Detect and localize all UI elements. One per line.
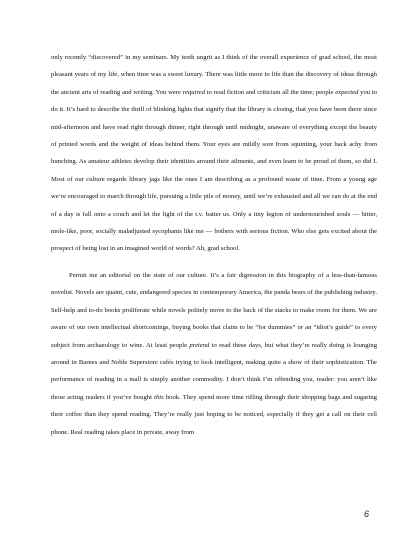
paragraph-1: [51, 49, 377, 258]
paragraph-1-emphasis-expected: expected: [335, 88, 359, 96]
paragraph-1-segment-2: to read fiction and criticism all the time; people: [205, 88, 336, 96]
paragraph-2-segment-4: book. They spend more time rifling through their shopping bags and sugaring their coffee than they spend reading. They’re really just hoping to be noticed, especially if they get a call on their cell phone. Real reading takes place in private, away from: [51, 393, 377, 436]
paragraph-2-emphasis-pretend: pretend: [189, 341, 210, 349]
paragraph-2-segment-2: to read these days, but what they’re really doing is lounging around in Barnes and Noble Superstore cafés trying to look intelligent, making quite a show of their sophistication. The performance of reading in a mall is simply another commodity. I don’t think I’m offending you, reader: you aren’t like those acting readers if you’ve bought: [51, 341, 378, 401]
page-number: 6: [363, 509, 369, 519]
paragraph-1-emphasis-required: required: [182, 88, 206, 96]
body-text-block-1: [51, 49, 377, 258]
paragraph-2-emphasis-this: this: [154, 393, 164, 401]
paragraph-1-segment-4: you to do it. It’s hard to describe the thrill of blinking lights that signify that the library is closing, that you have been there since mid-afternoon and have read right through dinner, right through until midnight, unaware of everything except the beauty of printed words and the weight of ideas behind them. Your eyes are mildly sore from squinting, your back achy from hunching. As amateur athletes develop their identities around their ailments, and even learn to be proud of them, so did I. Most of our culture regards library jags like the ones I am describing as a profound waste of time. From a young age we’re encouraged to march through life, pursuing a little pile of money, until we’re exhausted and all we can do at the end of a day is fall onto a couch and let the light of the t.v. batter us. Only a tiny legion of undernourished souls — bitter, mole-like, poor, socially maladjusted sycophants like me — bothers with serious fiction. Who else gets excited about the prospect of being lost in an imagined world of words? Ah, grad school.: [51, 88, 377, 253]
body-text-block-2: [51, 267, 377, 441]
paragraph-2-segment-0: Permit me an editorial on the state of our culture. It’s a fair digression in this biography of a less-than-famous novelist. Novels are quaint, cute, endangered species in contemporary America, the panda bears of the publishing industry. Self-help and to-do books proliferate while novels politely move to the back of the stacks to make room for them. We are aware of our own intellectual shortcomings, buying books that claim to be “for dummies” or an “idiot’s guide” to every subject from archaeology to wine. At least people: [51, 272, 377, 349]
paragraph-1-segment-0: only recently “discovered” in my seminars. My teeth ungrit as I think of the overall experience of grad school, the most pleasant years of my life, when time was a sweet luxury. There was little more to life than the discovery of ideas through the ancient arts of reading and writing. You were: [51, 54, 377, 96]
paragraph-2: [51, 267, 377, 441]
